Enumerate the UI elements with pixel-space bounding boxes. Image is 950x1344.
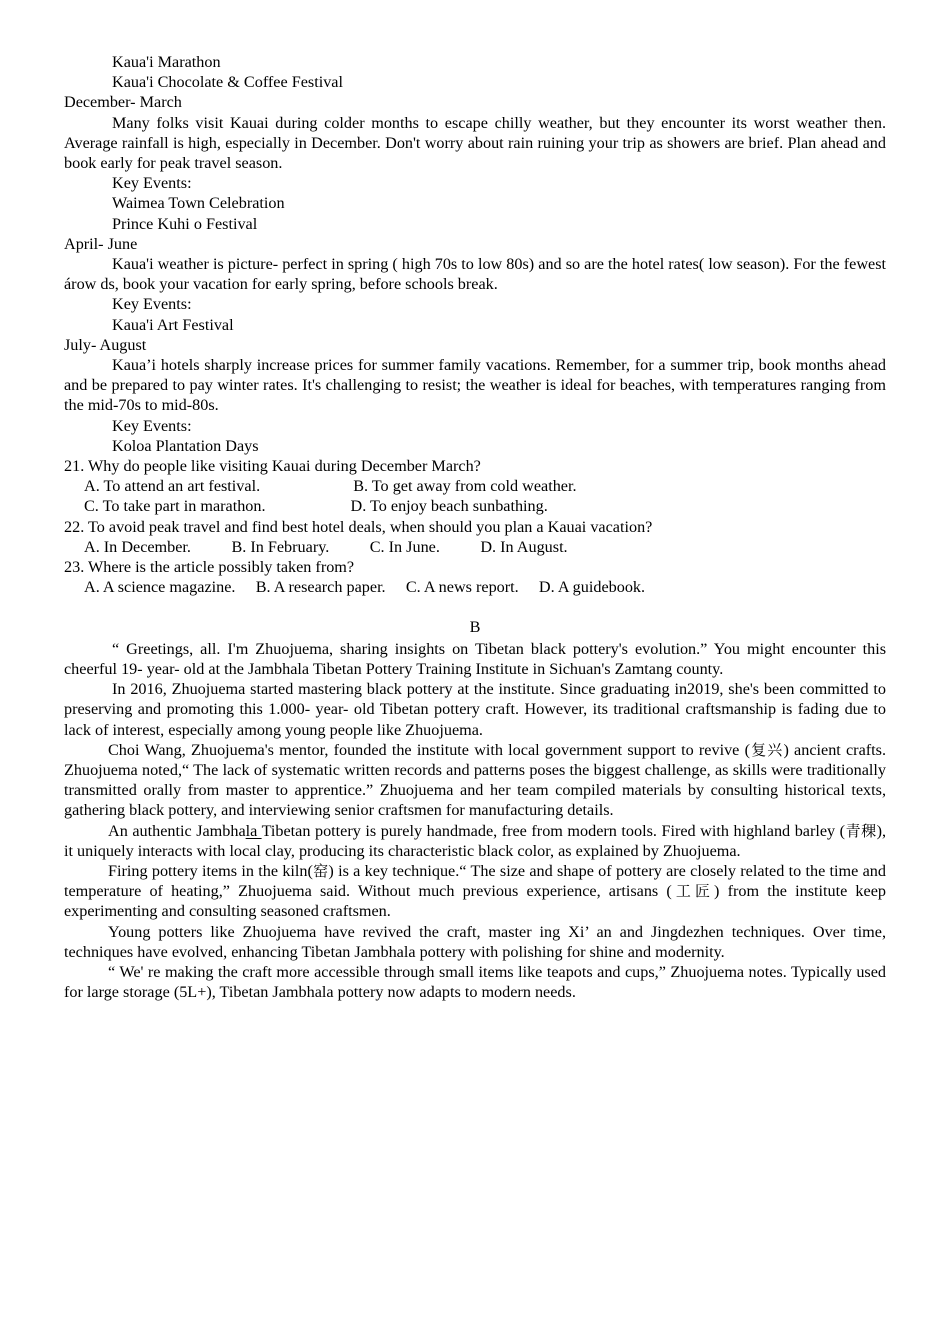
authentic-text-part-1: An authentic Jambha — [108, 821, 246, 840]
passage-b-paragraph-1: “ Greetings, all. I'm Zhuojuema, sharing insights on Tibetan black pottery's evolution.” You might encounter this cheerful 19- year- old at the Jambhala Tibetan Pottery Training Institute in Sichuan's Zamtang county. — [64, 639, 886, 678]
question-21-stem: 21. Why do people like visiting Kauai during December March? — [64, 457, 481, 476]
passage-b-paragraph-4: “ We' re making the craft more accessible through small items like teapots and cups,” Zhuojuema notes. Typically used for large storage (5L+), Tibetan Jambhala pottery now adapts to modern needs. — [64, 962, 886, 1002]
passage-b-paragraph-2: In 2016, Zhuojuema started mastering black pottery at the institute. Since graduating in2019, she's been committed to preserving and promoting this 1.000- year- old Tibetan pottery craft. However, its traditional craftsmanship is fading due to lack of interest, especially among young people like Zhuojuema. — [64, 680, 886, 739]
key-event-item: Kaua'i Marathon — [112, 53, 221, 71]
season-body-april-june: Kaua'i weather is picture- perfect in spring ( high 70s to low 80s) and so are the hotel rates( low season). For the fewest árow ds, book your vacation for early spring, before schools break. — [64, 255, 886, 294]
gloss-gongjiang: 工匠 — [671, 882, 715, 901]
mentor-text-part-1: Choi Wang, Zhuojuema's mentor, founded the institute with local government support to revive ( — [108, 740, 750, 759]
question-22-stem: 22. To avoid peak travel and find best hotel deals, when should you plan a Kauai vacation? — [64, 517, 653, 536]
underlined-term-la: la — [245, 821, 262, 840]
question-23-stem: 23. Where is the article possibly taken from? — [64, 558, 355, 577]
key-events-label: Key Events: — [112, 174, 192, 193]
key-event-item: Prince Kuhi o Festival — [112, 214, 258, 233]
gloss-qingke: 青稞 — [845, 821, 877, 840]
authentic-text-part-2: Tibetan pottery is purely handmade, free from modern tools. Fired with highland barley ( — [261, 821, 846, 840]
firing-text-part-1: Firing pottery items in the kiln( — [108, 861, 313, 880]
season-body-july-august: Kaua’i hotels sharply increase prices for summer family vacations. Remember, for a summer trip, book months ahead and be prepared to pay winter rates. It's challenging to resist; the weather is ideal for beaches, with temperatures ranging from the mid-70s to mid-80s. — [64, 356, 886, 415]
season-heading-december-march: December- March — [64, 93, 182, 112]
question-21-options-row-2[interactable]: C. To take part in marathon. D. To enjoy beach sunbathing. — [84, 497, 548, 516]
key-events-label: Key Events: — [112, 295, 192, 314]
season-heading-july-august: July- August — [64, 335, 147, 354]
passage-b-paragraph-authentic — [64, 821, 886, 861]
key-event-item: Kaua'i Chocolate & Coffee Festival — [112, 73, 343, 92]
gloss-yao: 窑 — [312, 861, 329, 880]
key-events-label: Key Events: — [112, 416, 192, 435]
question-23-options-row-1[interactable]: A. A science magazine. B. A research paper. C. A news report. D. A guidebook. — [84, 578, 646, 597]
question-21-options-row-1[interactable]: A. To attend an art festival. B. To get away from cold weather. — [84, 477, 577, 496]
passage-b-paragraph-mentor — [64, 740, 886, 821]
mentor-text-part-2: ) ancient crafts. Zhuojuema noted,“ The lack of systematic written records and patterns poses the biggest challenge, as skills were traditionally transmitted orally from master to apprentice.” Zhuojuema and her team compiled materials by consulting historical texts, gathering black pottery, and interviewing senior craftsmen for manufacturing details. — [64, 740, 886, 820]
key-event-item: Kaua'i Art Festival — [112, 315, 234, 334]
firing-text-part-3: ) from the institute keep experimenting and consulting seasoned craftsmen. — [64, 882, 886, 921]
key-event-item: Koloa Plantation Days — [112, 436, 259, 455]
passage-b-paragraph-3: Young potters like Zhuojuema have revived the craft, master ing Xi’ an and Jingdezhen techniques. Over time, techniques have evolved, enhancing Tibetan Jambhala pottery with polishing for shine and modernity. — [64, 922, 886, 961]
authentic-text-part-3: ), it uniquely interacts with local clay, producing its characteristic black color, as explained by Zhuojuema. — [64, 821, 886, 860]
passage-b-paragraph-firing — [64, 861, 886, 922]
question-22-options-row-1[interactable]: A. In December. B. In February. C. In June. D. In August. — [84, 537, 568, 556]
document-body — [64, 52, 886, 1002]
gloss-fuxing: 复兴 — [749, 740, 784, 759]
season-heading-april-june: April- June — [64, 234, 138, 253]
season-body-december-march: Many folks visit Kauai during colder months to escape chilly weather, but they encounter its worst weather then. Average rainfall is high, especially in December. Don't worry about rain ruining your trip as showers are brief. Plan ahead and book early for peak travel season. — [64, 113, 886, 173]
key-event-item: Waimea Town Celebration — [112, 194, 285, 213]
firing-text-part-2: ) is a key technique.“ The size and shape of pottery are closely related to the time and temperature of heating,” Zhuojuema said. Without much previous experience, artisans ( — [64, 861, 886, 901]
passage-b-letter: B — [469, 618, 481, 637]
